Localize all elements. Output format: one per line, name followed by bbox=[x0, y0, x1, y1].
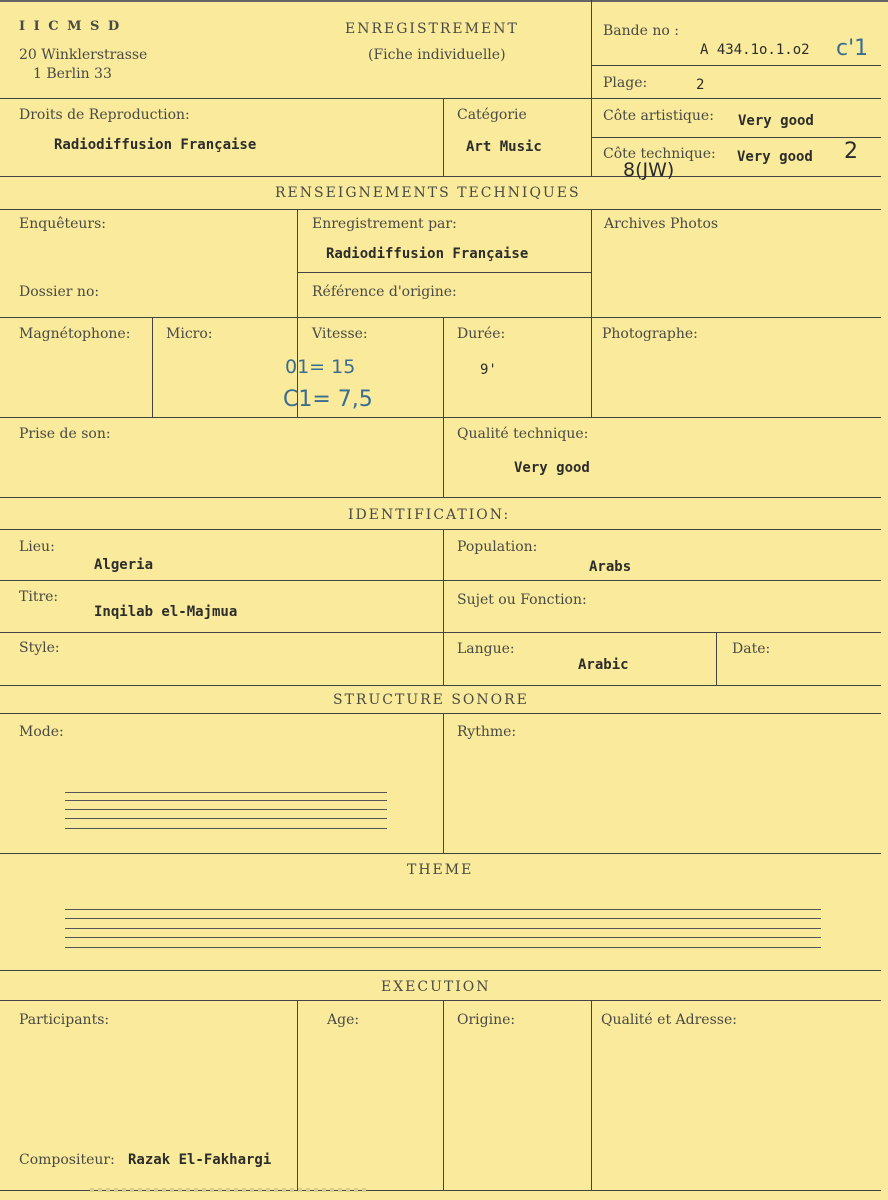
prise-divider bbox=[443, 417, 444, 497]
exec-divider-2 bbox=[443, 1000, 444, 1190]
rights-divider-1 bbox=[443, 98, 444, 176]
titre-label: Titre: bbox=[19, 589, 59, 605]
mode-staff-line bbox=[65, 828, 387, 829]
mode-staff-line bbox=[65, 818, 387, 819]
exec-divider-3 bbox=[591, 1000, 592, 1190]
form-top-border bbox=[0, 0, 888, 2]
compositeur-value: Razak El-Fakhargi bbox=[128, 1152, 272, 1168]
cote-technique-label: Côte technique: bbox=[603, 146, 716, 162]
sujet-fonction-label: Sujet ou Fonction: bbox=[457, 592, 587, 608]
categorie-value: Art Music bbox=[466, 139, 542, 155]
row-divider bbox=[0, 853, 881, 854]
photographe-label: Photographe: bbox=[602, 326, 698, 342]
paper-smudge bbox=[90, 1188, 370, 1192]
form-subtitle: (Fiche individuelle) bbox=[368, 47, 506, 63]
row-divider bbox=[0, 529, 881, 530]
org-name: I I C M S D bbox=[19, 19, 122, 34]
theme-staff-line bbox=[65, 918, 821, 919]
bande-label: Bande no : bbox=[603, 23, 679, 39]
compositeur-label: Compositeur: bbox=[19, 1152, 115, 1168]
magneto-divider bbox=[152, 317, 153, 417]
bande-value: A 434.1o.1.o2 bbox=[700, 42, 810, 58]
section-structure-sonore: STRUCTURE SONORE bbox=[333, 692, 529, 708]
categorie-label: Catégorie bbox=[457, 107, 527, 123]
age-label: Age: bbox=[327, 1012, 360, 1028]
vitesse-label: Vitesse: bbox=[312, 326, 368, 342]
mode-staff-line bbox=[65, 809, 387, 810]
enqueteurs-label: Enquêteurs: bbox=[19, 216, 107, 232]
mode-label: Mode: bbox=[19, 724, 64, 740]
exec-divider-1 bbox=[297, 1000, 298, 1190]
qualite-adresse-label: Qualité et Adresse: bbox=[601, 1012, 737, 1028]
mode-staff-line bbox=[65, 792, 387, 793]
section-renseignements-techniques: RENSEIGNEMENTS TECHNIQUES bbox=[275, 185, 581, 201]
cote-technique-handwritten: 2 bbox=[844, 139, 858, 164]
section-identification: IDENTIFICATION: bbox=[348, 507, 511, 523]
row-divider bbox=[0, 685, 881, 686]
population-value: Arabs bbox=[589, 559, 632, 575]
row-divider bbox=[0, 417, 881, 418]
vitesse-handwritten-1: 01= 15 bbox=[285, 356, 356, 378]
row-divider bbox=[0, 970, 881, 971]
cote-technique-value: Very good bbox=[737, 149, 813, 165]
duree-value: 9' bbox=[480, 362, 497, 378]
style-label: Style: bbox=[19, 640, 60, 656]
qualite-technique-value: Very good bbox=[514, 460, 590, 476]
participants-label: Participants: bbox=[19, 1012, 110, 1028]
bande-plage-divider bbox=[591, 65, 881, 66]
mode-divider bbox=[443, 713, 444, 853]
row-divider bbox=[0, 176, 881, 177]
droits-value: Radiodiffusion Française bbox=[54, 137, 257, 153]
org-address-line2: 1 Berlin 33 bbox=[33, 66, 112, 82]
ident-divider bbox=[443, 529, 444, 685]
lieu-label: Lieu: bbox=[19, 539, 55, 555]
archives-photos-label: Archives Photos bbox=[604, 216, 719, 232]
theme-staff-line bbox=[65, 937, 821, 938]
reference-origine-label: Référence d'origine: bbox=[312, 284, 457, 300]
dossier-label: Dossier no: bbox=[19, 284, 100, 300]
mode-staff-line bbox=[65, 800, 387, 801]
row-divider bbox=[0, 1000, 881, 1001]
bande-handwritten: c'1 bbox=[836, 36, 869, 61]
cote-artistique-label: Côte artistique: bbox=[603, 108, 714, 124]
theme-staff-line bbox=[65, 909, 821, 910]
row-divider bbox=[0, 209, 881, 210]
tech-divider-2 bbox=[591, 209, 592, 417]
tech-divider-1 bbox=[297, 209, 298, 317]
duree-label: Durée: bbox=[457, 326, 506, 342]
org-address-line1: 20 Winklerstrasse bbox=[19, 47, 148, 63]
enregistrement-par-label: Enregistrement par: bbox=[312, 216, 457, 232]
langue-value: Arabic bbox=[578, 657, 629, 673]
rythme-label: Rythme: bbox=[457, 724, 517, 740]
cote-technique-initials: 8(JW) bbox=[623, 159, 675, 181]
qualite-technique-label: Qualité technique: bbox=[457, 426, 589, 442]
row-divider bbox=[0, 713, 881, 714]
magnetophone-label: Magnétophone: bbox=[19, 326, 131, 342]
plage-value: 2 bbox=[696, 77, 705, 93]
section-execution: EXECUTION bbox=[381, 979, 491, 995]
row-divider bbox=[0, 98, 881, 99]
header-divider bbox=[591, 0, 592, 98]
theme-staff-line bbox=[65, 947, 821, 948]
titre-value: Inqilab el-Majmua bbox=[94, 604, 238, 620]
langue-label: Langue: bbox=[457, 641, 515, 657]
form-title: ENREGISTREMENT bbox=[345, 21, 519, 37]
row-divider bbox=[0, 580, 881, 581]
row-divider bbox=[0, 632, 881, 633]
origine-label: Origine: bbox=[457, 1012, 516, 1028]
enregistrement-par-value: Radiodiffusion Française bbox=[326, 246, 529, 262]
row-divider bbox=[0, 317, 881, 318]
cote-artistique-value: Very good bbox=[738, 113, 814, 129]
droits-label: Droits de Reproduction: bbox=[19, 107, 190, 123]
vitesse-handwritten-2: C1= 7,5 bbox=[283, 387, 373, 412]
plage-label: Plage: bbox=[603, 75, 648, 91]
langue-date-divider bbox=[716, 632, 717, 685]
theme-staff-line bbox=[65, 928, 821, 929]
row-divider bbox=[0, 497, 881, 498]
lieu-value: Algeria bbox=[94, 557, 154, 573]
section-theme: THEME bbox=[407, 862, 474, 878]
population-label: Population: bbox=[457, 539, 538, 555]
vitesse-divider bbox=[443, 317, 444, 417]
date-label: Date: bbox=[732, 641, 771, 657]
prise-de-son-label: Prise de son: bbox=[19, 426, 111, 442]
cote-divider bbox=[591, 137, 881, 138]
micro-label: Micro: bbox=[166, 326, 213, 342]
tech-inner-divider bbox=[297, 272, 591, 273]
